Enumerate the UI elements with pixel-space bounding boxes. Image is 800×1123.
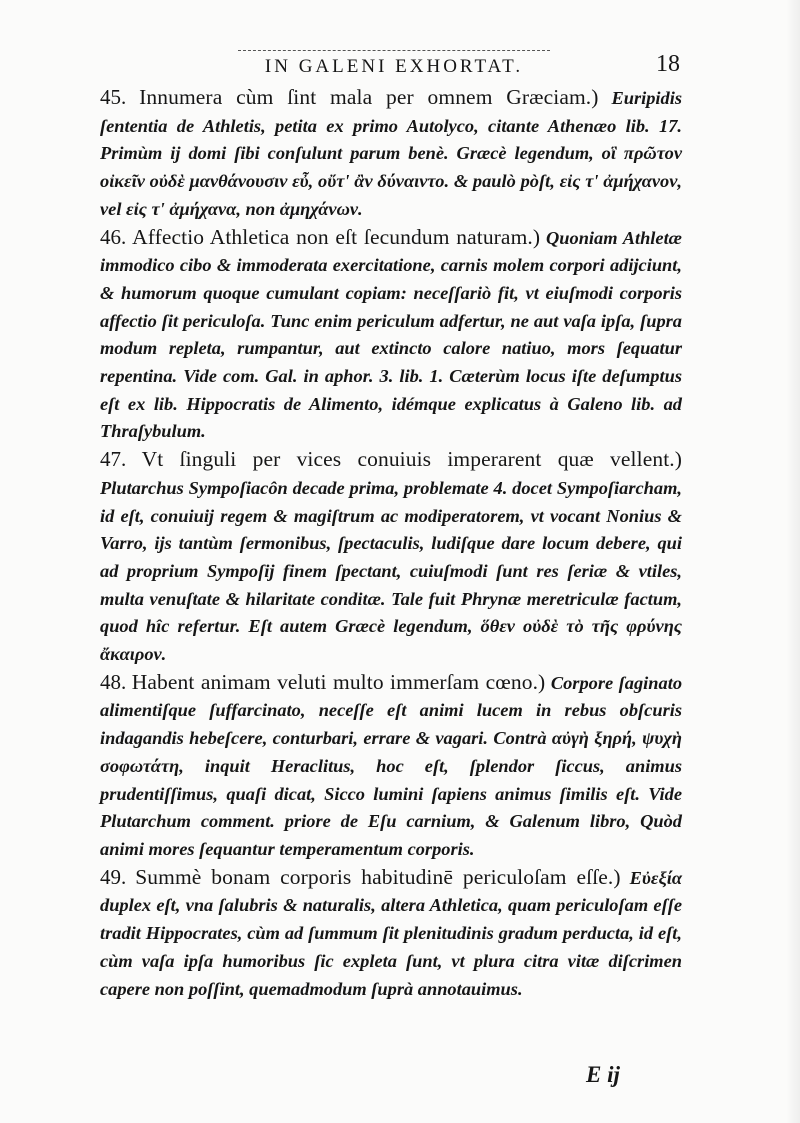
note-46 (100, 224, 682, 447)
note-lemma: Vt ſinguli per vices conuiuis imperarent quæ vellent.) (141, 447, 682, 472)
note-48 (100, 669, 682, 864)
note-number: 47. (100, 447, 127, 472)
note-commentary: Εὐεξία duplex eſt, vna ſalubris & naturalis, altera Athletica, quam periculoſam eſſe tradit Hippocrates, cùm ad ſummum ſit plenitudinis gradum perducta, id eſt, cùm vaſa ipſa humoribus ſic expleta ſunt, vt plura citra vitæ diſcrimen capere non poſſint, quemadmodum ſuprà annotauimus. (100, 867, 683, 999)
note-49 (100, 864, 682, 1004)
note-lemma: Habent animam veluti multo immerſam cœno.) (131, 669, 546, 694)
note-commentary: Corpore ſaginato alimentiſque ſuffarcinato, neceſſe eſt animi lucem in rebus obſcuris indagandis hebeſcere, conturbari, errare & vagari. Contrà αὐγὴ ξηρή, ψυχὴ σοφωτάτη, inquit Heraclitus, hoc eſt, ſplendor ſiccus, animus prudentiſſimus, quaſi dicat, Sicco lumini ſapiens animus ſimilis eſt. Vide Plutarchum comment. priore de Eſu carnium, & Galenum libro, Quòd animi mores ſequantur temperamentum corporis. (100, 672, 683, 859)
note-number: 45. (100, 85, 127, 109)
page-number: 18 (656, 51, 680, 77)
note-lemma: Affectio Athletica non eſt ſecundum naturam.) (132, 224, 541, 249)
annotations-body (100, 84, 682, 1003)
note-45 (100, 84, 682, 224)
note-47 (100, 446, 682, 669)
note-commentary: Plutarchus Sympoſiacôn decade prima, problemate 4. docet Sympoſiarcham, id eſt, conuiuij regem & magiſtrum ac modiperatorem, vt vocant Nonius & Varro, ijs tantùm ſermonibus, ſpectaculis, ludiſque dare locum debere, qui ad proprium Sympoſij finem ſpectant, cuiuſmodi ſunt res ſeriæ & vtiles, multa venuſtate & hilaritate conditæ. Tale fuit Phrynæ meretriculæ factum, quod hîc refertur. Eſt autem Græcè legendum, ὅθεν οὐδὲ τὸ τῆς φρύνης ἄκαιρον. (100, 477, 682, 665)
note-commentary: Quoniam Athletæ immodico cibo & immoderata exercitatione, carnis molem corpori adijciunt, & humorum quoque cumulant copiam: neceſſariò fit, vt eiuſmodi corporis affectio ſit periculoſa. Tunc enim periculum adfertur, ne aut vaſa ipſa, ſupra modum repleta, rumpantur, aut extincto calore natiuo, mors ſequatur repentina. Vide com. Gal. in aphor. 3. lib. 1. Cæterùm locus iſte deſumptus eſt ex lib. Hippocratis de Alimento, idémque explicatus à Galeno lib. ad Thraſybulum. (100, 227, 682, 442)
note-number: 48. (100, 669, 127, 694)
note-lemma: Innumera cùm ſint mala per omnem Græciam.) (139, 85, 599, 109)
signature-mark: E ij (586, 1062, 620, 1087)
note-number: 49. (100, 864, 127, 889)
running-head: IN GALENI EXHORTAT. (264, 56, 524, 77)
note-lemma: Summè bonam corporis habitudinē periculoſam eſſe.) (135, 864, 621, 889)
note-number: 46. (100, 224, 127, 249)
scan-shadow (786, 0, 800, 1123)
header-rule (238, 50, 550, 51)
note-commentary: Euripidis ſententia de Athletis, petita ex primo Autolyco, citante Athenæo lib. 17. Primùm ij domi ſibi conſulunt parum benè. Græcè legendum, οἳ πρῶτον οἰκεῖν οὐδὲ μανθάνουσιν εὖ, οὔτ' ἂν δύναιντο. & paulò pòſt, εἰς τ' ἀμήχανον, vel εἰς τ' ἀμήχανα, non ἀμηχάνων. (100, 88, 682, 219)
